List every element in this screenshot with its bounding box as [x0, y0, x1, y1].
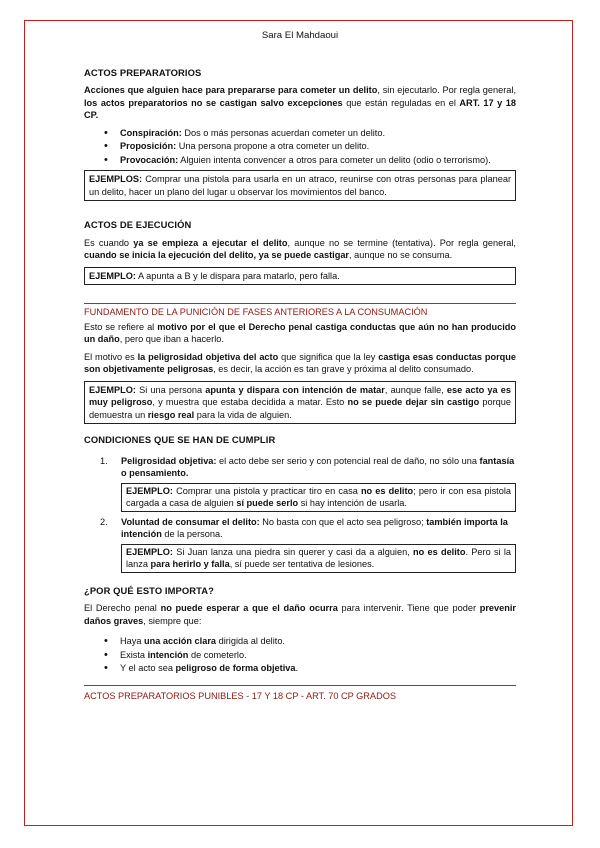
section-divider	[84, 303, 516, 304]
section-title-fundamento: FUNDAMENTO DE LA PUNICIÓN DE FASES ANTERIORES A LA CONSUMACIÓN	[84, 307, 428, 317]
actos-preparatorios-definition: Acciones que alguien hace para prepararse para cometer un delito, sin ejecutarlo. Por regla general, los actos preparatorios no se castigan salvo excepciones que están reguladas en el ART. 17 y 18 CP.	[84, 85, 517, 120]
list-item: • Exista intención de cometerlo.	[120, 649, 516, 662]
fundamento-paragraph-1: Esto se refiere al motivo por el que el Derecho penal castiga conductas que aún no han producido un daño, pero que iban a hacerlo.	[84, 321, 516, 344]
list-item: • Haya una acción clara dirigida al delito.	[120, 635, 516, 648]
author-name: Sara El Mahdaoui	[261, 30, 339, 41]
list-item: 2. Voluntad de consumar el delito: No basta con que el acto sea peligroso; también importa la intención de la persona. EJEMPLO: Si Juan lanza una piedra sin querer y casi da a alguien, no es delito. Pero si la lanza para herirlo y falla, sí puede ser tentativa de lesiones.	[121, 516, 516, 573]
requirements-list	[84, 635, 516, 675]
example-box: EJEMPLO: Si Juan lanza una piedra sin querer y casi da a alguien, no es delito. Pero si la lanza para herirlo y falla, sí puede ser tentativa de lesiones.	[121, 544, 516, 573]
actos-ejecucion-definition: Es cuando ya se empieza a ejecutar el delito, aunque no se termine (tentativa). Por regla general, cuando se inicia la ejecución del delito, ya se puede castigar, aunque no se consuma.	[84, 237, 516, 260]
footer-note: ACTOS PREPARATORIOS PUNIBLES - 17 Y 18 CP - ART. 70 CP GRADOS	[84, 690, 396, 701]
por-que-importa-paragraph: El Derecho penal no puede esperar a que el daño ocurra para intervenir. Tiene que poder prevenir daños graves, siempre que:	[84, 603, 516, 626]
list-item: • Provocación: Alguien intenta convencer a otros para cometer un delito (odio o terrorismo).	[120, 154, 516, 167]
example-box: EJEMPLO: A apunta a B y le dispara para matarlo, pero falla.	[84, 267, 516, 286]
preparatory-acts-list	[84, 127, 516, 167]
section-title-actos-preparatorios: ACTOS PREPARATORIOS	[84, 66, 202, 78]
example-box: EJEMPLO: Si una persona apunta y dispara con intención de matar, aunque falle, ese acto ya es muy peligroso, y muestra que estaba decidida a matar. Esto no se puede dejar sin castigo porque demuestra un riesgo real para la vida de alguien.	[84, 381, 516, 425]
footer-divider	[84, 685, 516, 686]
document-body	[84, 30, 516, 702]
section-title-condiciones: CONDICIONES QUE SE HAN DE CUMPLIR	[84, 434, 276, 445]
list-item: • Proposición: Una persona propone a otra cometer un delito.	[120, 140, 516, 153]
conditions-list	[84, 455, 516, 573]
example-box: EJEMPLO: Comprar una pistola y practicar tiro en casa no es delito; pero ir con esa pistola cargada a casa de alguien sí puede serlo si hay intención de usarla.	[121, 483, 516, 512]
fundamento-paragraph-2: El motivo es la peligrosidad objetiva del acto que significa que la ley castiga esas conductas porque son objetivamente peligrosas, es decir, la acción es tan grave y próxima al delito consumado.	[84, 351, 517, 374]
list-item: • Conspiración: Dos o más personas acuerdan cometer un delito.	[120, 127, 516, 140]
section-title-actos-ejecucion: ACTOS DE EJECUCIÓN	[84, 219, 192, 230]
list-item: 1. Peligrosidad objetiva: el acto debe ser serio y con potencial real de daño, no sólo una fantasía o pensamiento. EJEMPLO: Comprar una pistola y practicar tiro en casa no es delito; pero ir con esa pistola cargada a casa de alguien sí puede serlo si hay intención de usarla.	[121, 455, 516, 512]
section-title-por-que-importa: ¿POR QUÉ ESTO IMPORTA?	[84, 584, 214, 596]
example-box: EJEMPLOS: Comprar una pistola para usarla en un atraco, reunirse con otras personas para planear un delito, hacer un plano del lugar u observar los movimientos del banco.	[84, 170, 516, 201]
list-item: • Y el acto sea peligroso de forma objetiva.	[120, 662, 516, 675]
